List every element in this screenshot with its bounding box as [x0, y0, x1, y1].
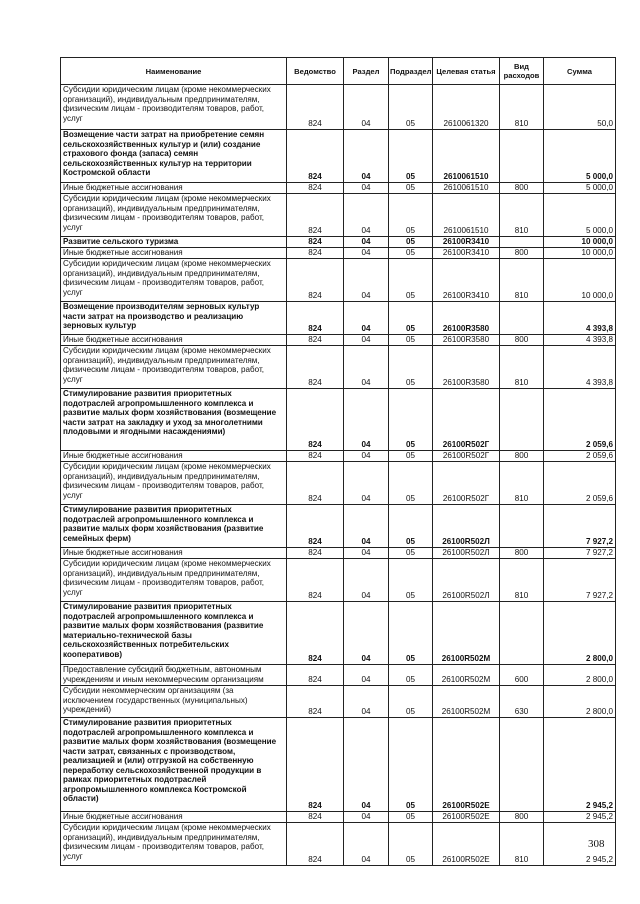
cell-name: Стимулирование развития приоритетных подотраслей агропромышленного комплекса и развитие малых форм хозяйствования (развитие семейных ферм): [61, 505, 287, 548]
cell-subsection: 05: [389, 812, 433, 823]
cell-name: Субсидии юридическим лицам (кроме некоммерческих организаций), индивидуальным предпринимателям, физическим лицам - производителям товаров, работ, услуг: [61, 259, 287, 302]
cell-section: 04: [344, 548, 389, 559]
cell-section: 04: [344, 183, 389, 194]
cell-exp-type: [500, 130, 544, 183]
cell-dept: 824: [287, 237, 344, 248]
cell-sum: 2 800,0: [544, 665, 616, 686]
cell-section: 04: [344, 718, 389, 812]
cell-name: Иные бюджетные ассигнования: [61, 451, 287, 462]
cell-dept: 824: [287, 602, 344, 665]
cell-exp-type: 810: [500, 559, 544, 602]
cell-sum: 2 059,6: [544, 462, 616, 505]
cell-target: 26100R3580: [433, 302, 500, 335]
table-row: [61, 346, 616, 389]
header-section: Раздел: [344, 58, 389, 85]
cell-dept: 824: [287, 183, 344, 194]
cell-sum: 4 393,8: [544, 346, 616, 389]
header-dept: Ведомство: [287, 58, 344, 85]
cell-subsection: 05: [389, 335, 433, 346]
cell-name: Иные бюджетные ассигнования: [61, 248, 287, 259]
cell-dept: 824: [287, 823, 344, 866]
cell-section: 04: [344, 665, 389, 686]
cell-section: 04: [344, 451, 389, 462]
cell-dept: 824: [287, 686, 344, 718]
cell-sum: 50,0: [544, 85, 616, 130]
cell-name: Субсидии юридическим лицам (кроме некоммерческих организаций), индивидуальным предпринимателям, физическим лицам - производителям товаров, работ, услуг: [61, 559, 287, 602]
cell-subsection: 05: [389, 665, 433, 686]
cell-exp-type: 800: [500, 248, 544, 259]
cell-target: 26100R502Г: [433, 462, 500, 505]
cell-target: 2610061510: [433, 130, 500, 183]
cell-section: 04: [344, 335, 389, 346]
cell-target: 26100R502Л: [433, 505, 500, 548]
cell-dept: 824: [287, 548, 344, 559]
cell-name: Иные бюджетные ассигнования: [61, 335, 287, 346]
cell-subsection: 05: [389, 686, 433, 718]
cell-section: 04: [344, 237, 389, 248]
cell-exp-type: [500, 505, 544, 548]
cell-target: 26100R502Е: [433, 718, 500, 812]
cell-exp-type: 810: [500, 346, 544, 389]
table-row: [61, 602, 616, 665]
cell-sum: 4 393,8: [544, 335, 616, 346]
cell-sum: 2 800,0: [544, 686, 616, 718]
header-subsection: Подраздел: [389, 58, 433, 85]
cell-exp-type: 810: [500, 85, 544, 130]
cell-target: 26100R3410: [433, 248, 500, 259]
cell-name: Иные бюджетные ассигнования: [61, 183, 287, 194]
cell-name: Субсидии юридическим лицам (кроме некоммерческих организаций), индивидуальным предпринимателям, физическим лицам - производителям товаров, работ, услуг: [61, 462, 287, 505]
table-row: [61, 548, 616, 559]
cell-target: 26100R502Л: [433, 548, 500, 559]
table-row: [61, 823, 616, 866]
cell-exp-type: 800: [500, 183, 544, 194]
table-row: [61, 130, 616, 183]
cell-exp-type: [500, 602, 544, 665]
cell-dept: 824: [287, 462, 344, 505]
cell-sum: 7 927,2: [544, 559, 616, 602]
cell-section: 04: [344, 85, 389, 130]
cell-dept: 824: [287, 505, 344, 548]
header-name: Наименование: [61, 58, 287, 85]
cell-name: Субсидии юридическим лицам (кроме некоммерческих организаций), индивидуальным предпринимателям, физическим лицам - производителям товаров, работ, услуг: [61, 85, 287, 130]
cell-target: 26100R502М: [433, 602, 500, 665]
cell-section: 04: [344, 462, 389, 505]
header-target: Целевая статья: [433, 58, 500, 85]
cell-sum: 5 000,0: [544, 130, 616, 183]
cell-subsection: 05: [389, 302, 433, 335]
cell-target: 26100R502Е: [433, 823, 500, 866]
cell-section: 04: [344, 130, 389, 183]
cell-sum: 10 000,0: [544, 259, 616, 302]
table-row: [61, 335, 616, 346]
cell-sum: 7 927,2: [544, 548, 616, 559]
cell-dept: 824: [287, 335, 344, 346]
table-body: [61, 85, 616, 866]
cell-dept: 824: [287, 812, 344, 823]
header-exp-type: Вид расходов: [500, 58, 544, 85]
cell-name: Иные бюджетные ассигнования: [61, 548, 287, 559]
cell-section: 04: [344, 602, 389, 665]
cell-sum: 2 059,6: [544, 451, 616, 462]
cell-subsection: 05: [389, 451, 433, 462]
cell-dept: 824: [287, 302, 344, 335]
cell-exp-type: [500, 718, 544, 812]
table-row: [61, 248, 616, 259]
cell-name: Субсидии юридическим лицам (кроме некоммерческих организаций), индивидуальным предпринимателям, физическим лицам - производителям товаров, работ, услуг: [61, 346, 287, 389]
cell-exp-type: 810: [500, 194, 544, 237]
cell-subsection: 05: [389, 194, 433, 237]
cell-target: 2610061320: [433, 85, 500, 130]
cell-exp-type: 810: [500, 823, 544, 866]
page-number: 308: [588, 838, 605, 850]
table-row: [61, 237, 616, 248]
cell-target: 26100R502Г: [433, 389, 500, 451]
cell-dept: 824: [287, 718, 344, 812]
cell-section: 04: [344, 346, 389, 389]
cell-target: 26100R3410: [433, 237, 500, 248]
cell-sum: 2 945,2: [544, 812, 616, 823]
cell-section: 04: [344, 248, 389, 259]
cell-sum: 5 000,0: [544, 183, 616, 194]
table-row: [61, 259, 616, 302]
cell-subsection: 05: [389, 346, 433, 389]
cell-dept: 824: [287, 665, 344, 686]
cell-exp-type: 600: [500, 665, 544, 686]
cell-name: Стимулирование развития приоритетных подотраслей агропромышленного комплекса и развитие малых форм хозяйствования (возмещение части затрат на закладку и уход за многолетними плодовыми и ягодными насаждениями): [61, 389, 287, 451]
cell-exp-type: [500, 302, 544, 335]
cell-dept: 824: [287, 389, 344, 451]
cell-target: 26100R502М: [433, 665, 500, 686]
cell-target: 26100R502Л: [433, 559, 500, 602]
cell-name: Субсидии некоммерческим организациям (за исключением государственных (муниципальных) учреждений): [61, 686, 287, 718]
cell-exp-type: 810: [500, 259, 544, 302]
cell-exp-type: 800: [500, 812, 544, 823]
cell-dept: 824: [287, 194, 344, 237]
table-row: [61, 718, 616, 812]
cell-subsection: 05: [389, 389, 433, 451]
cell-sum: 10 000,0: [544, 237, 616, 248]
cell-target: 26100R3410: [433, 259, 500, 302]
cell-name: Развитие сельского туризма: [61, 237, 287, 248]
cell-subsection: 05: [389, 248, 433, 259]
table-row: [61, 183, 616, 194]
cell-exp-type: 800: [500, 335, 544, 346]
table-row: [61, 302, 616, 335]
cell-subsection: 05: [389, 559, 433, 602]
cell-subsection: 05: [389, 505, 433, 548]
cell-exp-type: [500, 389, 544, 451]
cell-name: Возмещение производителям зерновых культур части затрат на производство и реализацию зерновых культур: [61, 302, 287, 335]
table-row: [61, 559, 616, 602]
cell-target: 26100R502М: [433, 686, 500, 718]
cell-subsection: 05: [389, 237, 433, 248]
cell-sum: 4 393,8: [544, 302, 616, 335]
cell-sum: 2 945,2: [544, 718, 616, 812]
cell-section: 04: [344, 194, 389, 237]
table-row: [61, 686, 616, 718]
cell-target: 26100R502Г: [433, 451, 500, 462]
table-header-row: [61, 58, 616, 85]
cell-target: 2610061510: [433, 183, 500, 194]
cell-section: 04: [344, 302, 389, 335]
cell-section: 04: [344, 823, 389, 866]
cell-subsection: 05: [389, 183, 433, 194]
cell-subsection: 05: [389, 602, 433, 665]
cell-subsection: 05: [389, 259, 433, 302]
cell-subsection: 05: [389, 85, 433, 130]
cell-dept: 824: [287, 559, 344, 602]
cell-subsection: 05: [389, 718, 433, 812]
cell-target: 26100R3580: [433, 346, 500, 389]
cell-exp-type: 630: [500, 686, 544, 718]
table-row: [61, 389, 616, 451]
cell-exp-type: 810: [500, 462, 544, 505]
cell-section: 04: [344, 505, 389, 548]
cell-name: Субсидии юридическим лицам (кроме некоммерческих организаций), индивидуальным предпринимателям, физическим лицам - производителям товаров, работ, услуг: [61, 823, 287, 866]
cell-exp-type: 800: [500, 451, 544, 462]
cell-name: Субсидии юридическим лицам (кроме некоммерческих организаций), индивидуальным предпринимателям, физическим лицам - производителям товаров, работ, услуг: [61, 194, 287, 237]
cell-dept: 824: [287, 259, 344, 302]
cell-section: 04: [344, 559, 389, 602]
cell-name: Иные бюджетные ассигнования: [61, 812, 287, 823]
table-row: [61, 451, 616, 462]
cell-subsection: 05: [389, 548, 433, 559]
cell-name: Стимулирование развития приоритетных подотраслей агропромышленного комплекса и развитие малых форм хозяйствования (развитие материально-технической базы сельскохозяйственных потребительских кооперативов): [61, 602, 287, 665]
table-row: [61, 812, 616, 823]
cell-subsection: 05: [389, 130, 433, 183]
cell-sum: 5 000,0: [544, 194, 616, 237]
table-row: [61, 194, 616, 237]
cell-dept: 824: [287, 248, 344, 259]
header-sum: Сумма: [544, 58, 616, 85]
cell-exp-type: 800: [500, 548, 544, 559]
table-row: [61, 462, 616, 505]
cell-sum: 2 800,0: [544, 602, 616, 665]
table-row: [61, 665, 616, 686]
cell-sum: 2 059,6: [544, 389, 616, 451]
cell-dept: 824: [287, 346, 344, 389]
cell-sum: 2 945,2: [544, 823, 616, 866]
cell-name: Стимулирование развития приоритетных подотраслей агропромышленного комплекса и развитие малых форм хозяйствования (возмещение части затрат, связанных с производством, реализацией и (или) отгрузкой на собственную переработку сельскохозяйственной продукции в рамках приоритетных подотраслей агропромышленного комплекса Костромской области): [61, 718, 287, 812]
cell-dept: 824: [287, 85, 344, 130]
cell-dept: 824: [287, 451, 344, 462]
cell-sum: 10 000,0: [544, 248, 616, 259]
cell-section: 04: [344, 686, 389, 718]
table-row: [61, 505, 616, 548]
cell-subsection: 05: [389, 823, 433, 866]
cell-name: Предоставление субсидий бюджетным, автономным учреждениям и иным некоммерческим организациям: [61, 665, 287, 686]
cell-target: 26100R502Е: [433, 812, 500, 823]
cell-dept: 824: [287, 130, 344, 183]
cell-target: 2610061510: [433, 194, 500, 237]
cell-sum: 7 927,2: [544, 505, 616, 548]
cell-name: Возмещение части затрат на приобретение семян сельскохозяйственных культур и (или) создание страхового фонда (запаса) семян сельскохозяйственных культур на территории Костромской области: [61, 130, 287, 183]
cell-section: 04: [344, 259, 389, 302]
cell-exp-type: [500, 237, 544, 248]
cell-subsection: 05: [389, 462, 433, 505]
cell-target: 26100R3580: [433, 335, 500, 346]
table-row: [61, 85, 616, 130]
cell-section: 04: [344, 389, 389, 451]
budget-table: [60, 57, 616, 866]
cell-section: 04: [344, 812, 389, 823]
